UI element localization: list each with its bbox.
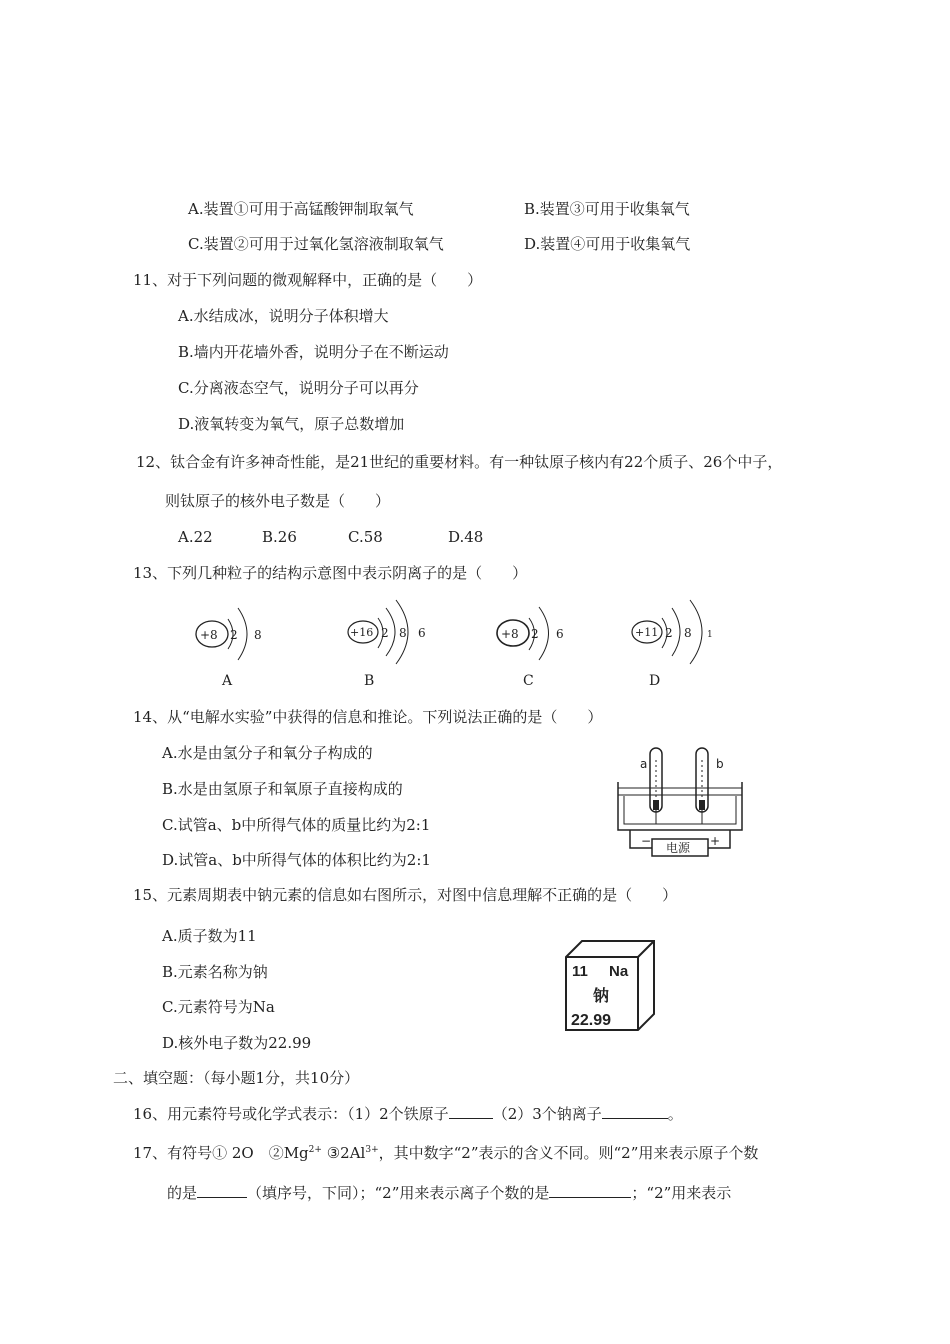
q17-line2 — [167, 1183, 731, 1203]
svg-text:6: 6 — [418, 626, 426, 640]
svg-text:+11: +11 — [635, 626, 659, 639]
q10-option-a: A.装置①可用于高锰酸钾制取氧气 — [188, 200, 414, 218]
svg-text:a: a — [640, 757, 648, 771]
svg-text:钠: 钠 — [593, 988, 610, 1005]
q14-stem: 14、从“电解水实验”中获得的信息和推论。下列说法正确的是（ ） — [133, 708, 603, 726]
q12-stem-line1: 12、钛合金有许多神奇性能，是21世纪的重要材料。有一种钛原子核内有22个质子、26个中子， — [136, 453, 783, 471]
atom-diagram-a — [196, 608, 262, 660]
q11-option-b: B.墙内开花墙外香，说明分子在不断运动 — [178, 343, 449, 361]
q16-line — [133, 1104, 683, 1124]
q14-option-b: B.水是由氢原子和氧原子直接构成的 — [162, 780, 403, 798]
svg-text:8: 8 — [684, 626, 692, 640]
electrolysis-apparatus-figure — [610, 740, 750, 860]
svg-text:8: 8 — [399, 626, 407, 640]
q17-blank-2[interactable] — [549, 1183, 631, 1198]
q15-option-b: B.元素名称为钠 — [162, 963, 268, 981]
q12-option-a: A.22 — [178, 528, 213, 546]
svg-text:22.99: 22.99 — [571, 1012, 612, 1029]
svg-text:−: − — [641, 834, 652, 848]
svg-text:b: b — [716, 757, 724, 771]
atom-diagram-d — [632, 600, 713, 664]
q12-option-d: D.48 — [448, 528, 484, 546]
svg-text:+8: +8 — [200, 628, 218, 642]
sodium-element-card — [565, 940, 659, 1032]
atom-structure-diagrams — [180, 594, 740, 674]
q12-option-b: B.26 — [262, 528, 297, 546]
q17-line1 — [133, 1140, 758, 1163]
q11-option-c: C.分离液态空气，说明分子可以再分 — [178, 379, 419, 397]
svg-text:2: 2 — [230, 628, 238, 642]
q17-line2c: ；“2”用来表示 — [631, 1184, 732, 1202]
q17-sup1: 2+ — [308, 1145, 322, 1155]
q16-end: 。 — [667, 1105, 683, 1123]
q14-option-d: D.试管a、b中所得气体的体积比约为2:1 — [162, 851, 431, 869]
q10-option-d: D.装置④可用于收集氧气 — [524, 235, 691, 253]
q17-line2b: （填序号，下同）；“2”用来表示离子个数的是 — [247, 1184, 550, 1202]
diagram-label-a: A — [222, 673, 233, 689]
svg-text:+8: +8 — [501, 627, 519, 641]
q11-option-a: A.水结成冰，说明分子体积增大 — [178, 307, 389, 325]
svg-text:6: 6 — [556, 627, 564, 641]
q16-part1: 16、用元素符号或化学式表示：（1）2个铁原子 — [133, 1105, 449, 1123]
q12-option-c: C.58 — [348, 528, 383, 546]
section-2-title: 二、填空题：（每小题1分，共10分） — [113, 1069, 360, 1087]
diagram-label-d: D — [649, 673, 661, 689]
q16-part2: （2）3个钠离子 — [492, 1105, 602, 1123]
diagram-label-b: B — [364, 673, 375, 689]
q15-option-c: C.元素符号为Na — [162, 998, 275, 1016]
svg-text:8: 8 — [254, 628, 262, 642]
svg-text:+: + — [710, 834, 721, 848]
q10-option-c: C.装置②可用于过氧化氢溶液制取氧气 — [188, 235, 444, 253]
q17-part1: 17、有符号① 2O ②Mg — [133, 1144, 309, 1162]
q14-option-a: A.水是由氢分子和氧分子构成的 — [162, 744, 373, 762]
q17-line2a: 的是 — [167, 1184, 198, 1202]
diagram-label-c: C — [523, 673, 534, 689]
q17-blank-1[interactable] — [197, 1183, 247, 1198]
svg-text:2: 2 — [665, 626, 673, 640]
q14-option-c: C.试管a、b中所得气体的质量比约为2:1 — [162, 816, 431, 834]
q11-option-d: D.液氧转变为氧气，原子总数增加 — [178, 415, 405, 433]
atom-diagram-b — [348, 600, 426, 664]
svg-text:2: 2 — [381, 626, 389, 640]
q13-stem: 13、下列几种粒子的结构示意图中表示阴离子的是（ ） — [133, 564, 528, 582]
svg-text:+16: +16 — [350, 626, 374, 639]
svg-text:11: 11 — [572, 963, 588, 980]
q11-stem: 11、对于下列问题的微观解释中，正确的是（ ） — [133, 271, 483, 289]
svg-text:2: 2 — [531, 627, 539, 641]
svg-text:1: 1 — [707, 630, 713, 640]
q17-part3: ，其中数字“2”表示的含义不同。则“2”用来表示原子个数 — [378, 1144, 759, 1162]
q10-option-b: B.装置③可用于收集氧气 — [524, 200, 690, 218]
q16-blank-2[interactable] — [602, 1104, 668, 1119]
q15-option-d: D.核外电子数为22.99 — [162, 1034, 312, 1052]
q15-stem: 15、元素周期表中钠元素的信息如右图所示，对图中信息理解不正确的是（ ） — [133, 886, 678, 904]
svg-text:电源: 电源 — [666, 841, 691, 855]
svg-text:Na: Na — [609, 963, 629, 980]
q12-stem-line2: 则钛原子的核外电子数是（ ） — [165, 492, 391, 510]
q17-sup2: 3+ — [365, 1145, 379, 1155]
q17-part2: ③2Al — [321, 1144, 366, 1162]
q15-option-a: A.质子数为11 — [162, 927, 257, 945]
atom-diagram-c — [497, 607, 564, 660]
q16-blank-1[interactable] — [449, 1104, 493, 1119]
